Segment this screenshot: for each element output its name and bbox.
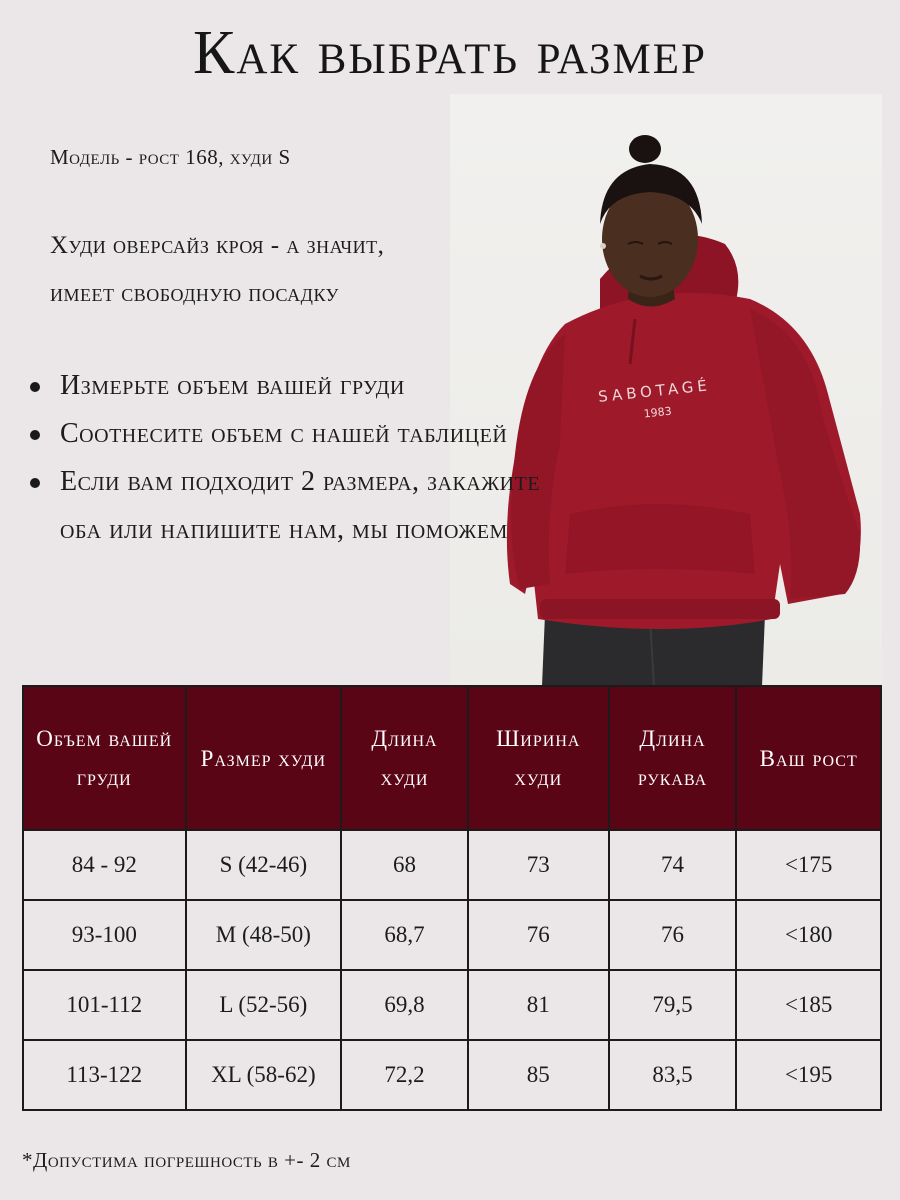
cell-size: S (42-46) <box>186 830 342 900</box>
cell-sleeve: 79,5 <box>609 970 737 1040</box>
table-row <box>23 1040 881 1110</box>
step-item <box>30 458 550 554</box>
header-sleeve: Длина рукава <box>609 686 737 830</box>
table-header-row <box>23 686 881 830</box>
cell-height: <195 <box>736 1040 881 1110</box>
cell-chest: 93-100 <box>23 900 186 970</box>
header-width: Ширина худи <box>468 686 609 830</box>
cell-height: <180 <box>736 900 881 970</box>
cell-sleeve: 74 <box>609 830 737 900</box>
cell-chest: 84 - 92 <box>23 830 186 900</box>
header-chest: Объем вашей груди <box>23 686 186 830</box>
cell-length: 69,8 <box>341 970 468 1040</box>
cell-height: <185 <box>736 970 881 1040</box>
intro-line-1: Худи оверсайз кроя - а значит, <box>50 232 385 259</box>
table-row <box>23 970 881 1040</box>
steps-list <box>30 362 550 554</box>
cell-size: XL (58-62) <box>186 1040 342 1110</box>
cell-length: 68,7 <box>341 900 468 970</box>
cell-height: <175 <box>736 830 881 900</box>
header-height: Ваш рост <box>736 686 881 830</box>
cell-width: 85 <box>468 1040 609 1110</box>
bullet-icon <box>30 430 40 440</box>
cell-width: 81 <box>468 970 609 1040</box>
cell-size: M (48-50) <box>186 900 342 970</box>
header-size: Размер худи <box>186 686 342 830</box>
step-item <box>30 362 550 410</box>
svg-text:1983: 1983 <box>643 404 673 421</box>
cell-width: 73 <box>468 830 609 900</box>
step-text: Измерьте объем вашей груди <box>60 370 405 401</box>
page-title: Как выбрать размер <box>193 19 707 87</box>
size-table <box>22 685 882 1111</box>
cell-length: 72,2 <box>341 1040 468 1110</box>
bullet-icon <box>30 382 40 392</box>
step-text: Соотнесите объем с нашей таблицей <box>60 418 508 449</box>
intro-line-2: имеет свободную посадку <box>50 280 339 307</box>
table-row <box>23 830 881 900</box>
cell-chest: 113-122 <box>23 1040 186 1110</box>
cell-sleeve: 83,5 <box>609 1040 737 1110</box>
intro-text <box>50 222 550 318</box>
model-note: Модель - рост 168, худи S <box>50 145 291 169</box>
cell-sleeve: 76 <box>609 900 737 970</box>
cell-length: 68 <box>341 830 468 900</box>
cell-chest: 101-112 <box>23 970 186 1040</box>
cell-size: L (52-56) <box>186 970 342 1040</box>
svg-text:SABOTAGÉ: SABOTAGÉ <box>597 376 712 406</box>
header-length: Длина худи <box>341 686 468 830</box>
footnote: *Допустима погрешность в +- 2 см <box>22 1148 351 1172</box>
table-row <box>23 900 881 970</box>
step-item <box>30 410 550 458</box>
bullet-icon <box>30 478 40 488</box>
step-text: Если вам подходит 2 размера, закажите оба или напишите нам, мы поможем <box>60 466 541 545</box>
cell-width: 76 <box>468 900 609 970</box>
